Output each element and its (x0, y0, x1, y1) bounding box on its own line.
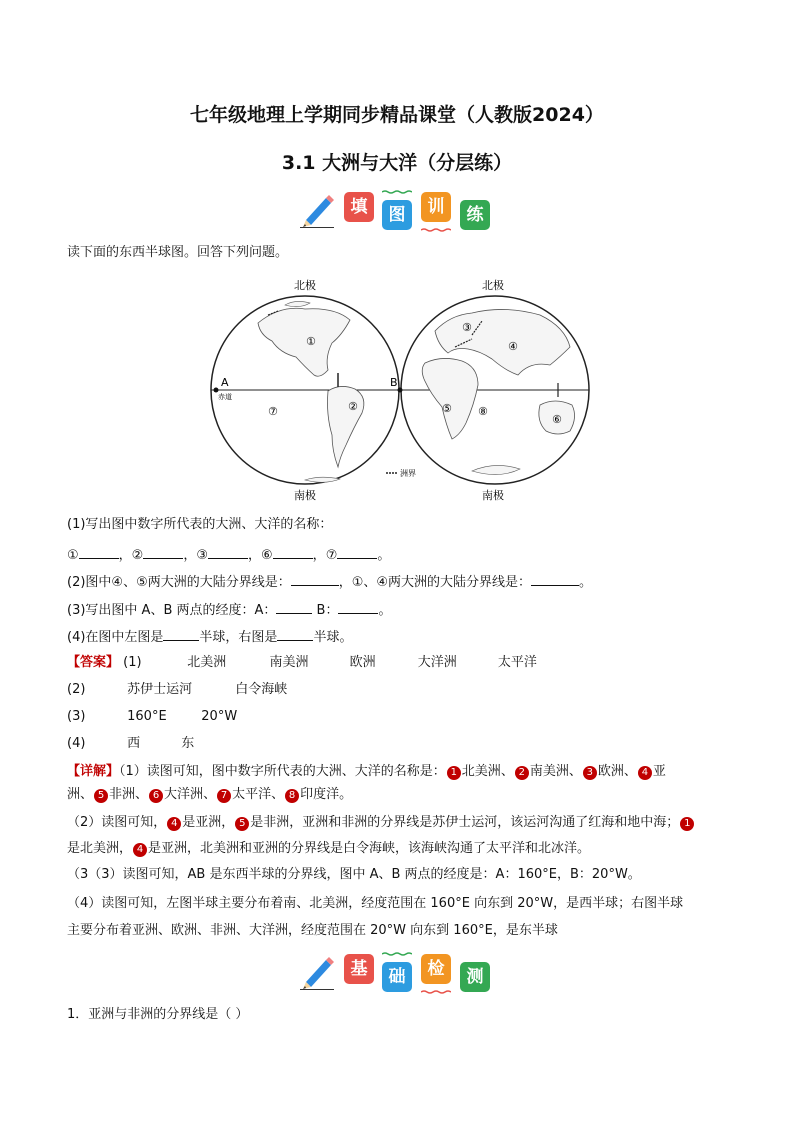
question-2: (2)图中④、⑤两大洲的大陆分界线是： ，①、④两大洲的大陆分界线是： 。 (67, 571, 592, 592)
question-3-text-b: B： (312, 603, 339, 618)
answer-item: 西 (127, 736, 141, 751)
answer-row-4 (67, 735, 194, 753)
circled-7: 7 (217, 789, 231, 803)
detail-item: 非洲 (109, 787, 136, 802)
detail-item: 太平洋 (232, 787, 272, 802)
detail-item: 欧洲 (597, 764, 624, 779)
answer-blank[interactable] (273, 544, 313, 559)
blank-label-6: ⑥ (261, 548, 273, 563)
detail-p3: （3（3）读图可知，AB 是东西半球的分界线，图中 A、B 两点的经度是：A：160°E，B：20°W。 (67, 867, 641, 882)
badge-test: 测 (460, 962, 490, 992)
circled-1: 1 (680, 817, 694, 831)
badge-train: 训 (421, 192, 451, 222)
answer-blank[interactable] (291, 571, 339, 586)
north-pole-right: 北极 (482, 279, 504, 292)
answer-item: 20°W (201, 709, 238, 724)
answer-num: (1) (123, 655, 142, 670)
detail-text: 是亚洲，北美洲和亚洲的分界线是白令海峡，该海峡沟通了太平洋和北冰洋。 (148, 841, 591, 856)
answer-item: 太平洋 (497, 655, 537, 670)
blank-label-3: ③ (196, 548, 208, 563)
label-1: ① (306, 335, 316, 348)
answer-num: (4) (67, 736, 86, 751)
circled-1: 1 (447, 766, 461, 780)
answer-blank[interactable] (208, 544, 248, 559)
answer-blank[interactable] (163, 626, 199, 641)
circled-2: 2 (515, 766, 529, 780)
answer-item: 南美洲 (269, 655, 309, 670)
wave-decoration (382, 190, 412, 194)
answer-row-2 (67, 681, 287, 699)
answer-item: 欧洲 (349, 655, 376, 670)
answer-row-3 (67, 708, 237, 726)
detail-text: （2）读图可知， (67, 815, 167, 830)
south-pole-right: 南极 (482, 489, 504, 502)
detail-p1-line2: 洲、 5 非洲、 6 大洋洲、 7 太平洋、 8 印度洋。 (67, 787, 353, 802)
circled-4: 4 (167, 817, 181, 831)
question-2-text-b: ，①、④两大洲的大陆分界线是： (338, 575, 532, 590)
blank-label-2: ② (131, 548, 144, 563)
detail-p4-line2: 主要分布着亚洲、欧洲、非洲、大洋洲，经度范围在 20°W 向东到 160°E，是东半球 (67, 923, 558, 938)
next-question: 1．亚洲与非洲的分界线是（ ） (67, 1007, 249, 1022)
question-4-text-c: 半球。 (313, 630, 353, 645)
circled-5: 5 (94, 789, 108, 803)
detail-item: 亚 (652, 764, 666, 779)
boundary-legend: 洲界 (400, 469, 416, 478)
answer-item: 160°E (127, 709, 167, 724)
equator-label: 赤道 (218, 393, 232, 401)
answer-blank[interactable] (531, 571, 579, 586)
circled-5: 5 (235, 817, 249, 831)
detail-text: （1）读图可知，图中数字所代表的大洲、大洋的名称是： (119, 764, 446, 779)
wave-decoration (382, 952, 412, 956)
question-4-text-a: (4)在图中左图是 (67, 630, 164, 645)
circled-6: 6 (149, 789, 163, 803)
circled-3: 3 (583, 766, 597, 780)
pencil-icon (300, 954, 334, 990)
question-2-text-a: (2)图中④、⑤两大洲的大陆分界线是： (67, 575, 291, 590)
answer-num: (2) (67, 682, 86, 697)
answer-blank[interactable] (143, 544, 183, 559)
doc-title: 七年级地理上学期同步精品课堂（人教版2024） (190, 104, 604, 126)
point-b-label: B (390, 376, 398, 389)
pencil-icon (300, 192, 334, 228)
label-3: ③ (462, 321, 472, 334)
answer-blank[interactable] (276, 599, 312, 614)
blank-label-7: ⑦ (325, 548, 338, 563)
detail-p1-line1: 【详解】（1）读图可知，图中数字所代表的大洲、大洋的名称是： 1 北美洲、 2 南美洲、 3 欧洲、 4 亚 (67, 764, 666, 779)
answer-item: 苏伊士运河 (127, 682, 193, 697)
question-3-text-a: (3)写出图中 A、B 两点的经度：A： (67, 603, 277, 618)
circled-4: 4 (133, 843, 147, 857)
answer-tag: 【答案】 (67, 655, 120, 670)
answer-item: 大洋洲 (417, 655, 457, 670)
label-2: ② (348, 400, 358, 413)
badge-basic: 基 (344, 954, 374, 984)
detail-item: 南美洲 (529, 764, 569, 779)
label-7: ⑦ (268, 405, 278, 418)
answer-blank[interactable] (338, 599, 378, 614)
circled-8: 8 (285, 789, 299, 803)
section-badges-top (300, 190, 500, 236)
detail-text: 是非洲，亚洲和非洲的分界线是苏伊士运河，该运河沟通了红海和地中海； (250, 815, 680, 830)
answer-blank[interactable] (337, 544, 377, 559)
doc-subtitle: 3.1 大洲与大洋（分层练） (281, 152, 513, 174)
detail-item: 印度洋。 (300, 787, 353, 802)
circled-4: 4 (638, 766, 652, 780)
label-5: ⑤ (442, 402, 452, 415)
detail-tag: 【详解】 (67, 764, 120, 779)
badge-practice: 练 (460, 200, 490, 230)
badge-fill: 填 (344, 192, 374, 222)
question-4-text-b: 半球，右图是 (199, 630, 278, 645)
badge-check: 检 (421, 954, 451, 984)
detail-p2-line1 (67, 814, 695, 832)
answer-item: 白令海峡 (235, 682, 288, 697)
question-4 (67, 626, 352, 647)
detail-item: 大洋洲 (164, 787, 204, 802)
hemisphere-map (210, 275, 590, 505)
detail-text: 洲、 (67, 787, 94, 802)
answer-row-1 (67, 654, 537, 672)
answer-num: (3) (67, 709, 86, 724)
wave-decoration (421, 990, 451, 994)
answer-item: 东 (181, 736, 195, 751)
badge-foundation: 础 (382, 962, 412, 992)
south-pole-left: 南极 (294, 489, 316, 502)
question-1: (1)写出图中数字所代表的大洲、大洋的名称： (67, 517, 333, 532)
label-6: ⑥ (552, 413, 562, 426)
label-8: ⑧ (478, 405, 488, 418)
question-1-blanks: ① ，② ，③ ，⑥ ，⑦ 。 (67, 544, 390, 565)
answer-item: 北美洲 (187, 655, 227, 670)
detail-text: 是亚洲， (182, 815, 235, 830)
question-3: (3)写出图中 A、B 两点的经度：A： B： 。 (67, 599, 391, 620)
north-pole-left: 北极 (294, 279, 316, 292)
detail-p4-line1: （4）读图可知，左图半球主要分布着南、北美洲，经度范围在 160°E 向东到 20°W，是西半球；右图半球 (67, 896, 684, 911)
blank-label-1: ① (67, 548, 79, 563)
answer-blank[interactable] (277, 626, 313, 641)
point-a-label: A (221, 376, 229, 389)
detail-text: 是北美洲， (67, 841, 133, 856)
answer-blank[interactable] (79, 544, 119, 559)
label-4: ④ (508, 340, 518, 353)
intro-text: 读下面的东西半球图。回答下列问题。 (67, 245, 289, 260)
detail-p2-line2 (67, 840, 590, 858)
detail-item: 北美洲 (461, 764, 501, 779)
section-badges-bottom (300, 952, 500, 998)
wave-decoration (421, 228, 451, 232)
badge-map: 图 (382, 200, 412, 230)
